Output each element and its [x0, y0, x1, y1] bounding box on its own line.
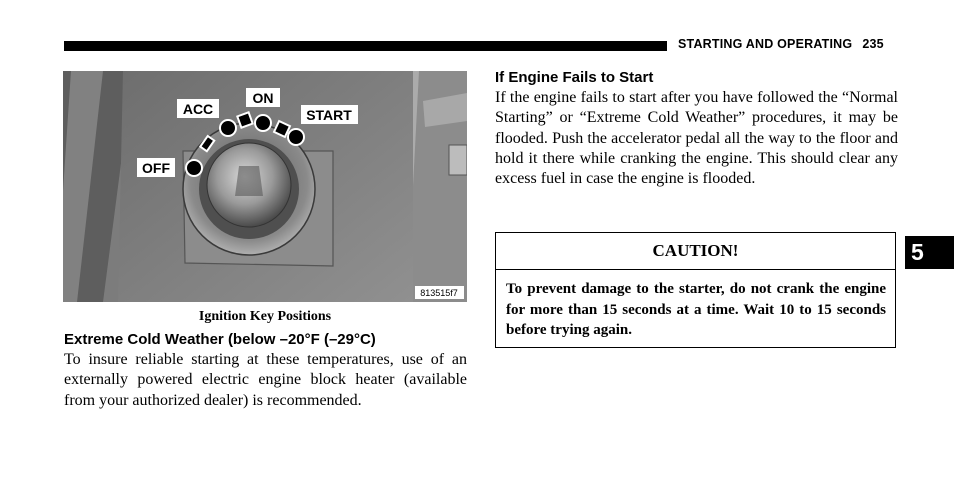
- engine-fails-heading: If Engine Fails to Start: [495, 69, 654, 86]
- on-position-dot: [255, 115, 271, 131]
- extreme-cold-body: To insure reliable starting at these temperatures, use of an externally powered electric engine block heater (available from your authorized dealer) is recommended.: [64, 351, 467, 409]
- off-position-dot: [186, 160, 202, 176]
- caution-box: [495, 232, 896, 348]
- caution-body: To prevent damage to the starter, do not crank the engine for more than 15 seconds at a time. Wait 10 to 15 seconds before trying again.: [506, 281, 886, 338]
- running-header: [678, 37, 884, 51]
- acc-label: ACC: [182, 101, 214, 117]
- ignition-illustration: [63, 71, 467, 302]
- acc-on-square: [237, 112, 252, 127]
- engine-fails-body: If the engine fails to start after you have followed the “Normal Starting” or “Extreme Cold Weather” procedures, it may be flooded. Push the accelerator pedal all the way to the floor and hold it there while cranking the engine. This should clear any excess fuel in case the engine is flooded.: [495, 89, 898, 188]
- ignition-figure: [63, 71, 467, 302]
- on-label: ON: [252, 90, 274, 106]
- start-label: START: [306, 107, 352, 123]
- acc-position-dot: [220, 120, 236, 136]
- chapter-tab: 5: [905, 236, 954, 269]
- caution-title: CAUTION!: [496, 233, 895, 270]
- off-label: OFF: [142, 160, 170, 176]
- section-title: STARTING AND OPERATING: [678, 37, 853, 51]
- figure-caption: Ignition Key Positions: [198, 309, 332, 324]
- figure-code: 813515f7: [420, 288, 458, 298]
- start-position-dot: [288, 129, 304, 145]
- page-number: 235: [862, 37, 884, 51]
- header-rule: [64, 41, 667, 51]
- extreme-cold-heading: Extreme Cold Weather (below –20°F (–29°C): [64, 331, 376, 348]
